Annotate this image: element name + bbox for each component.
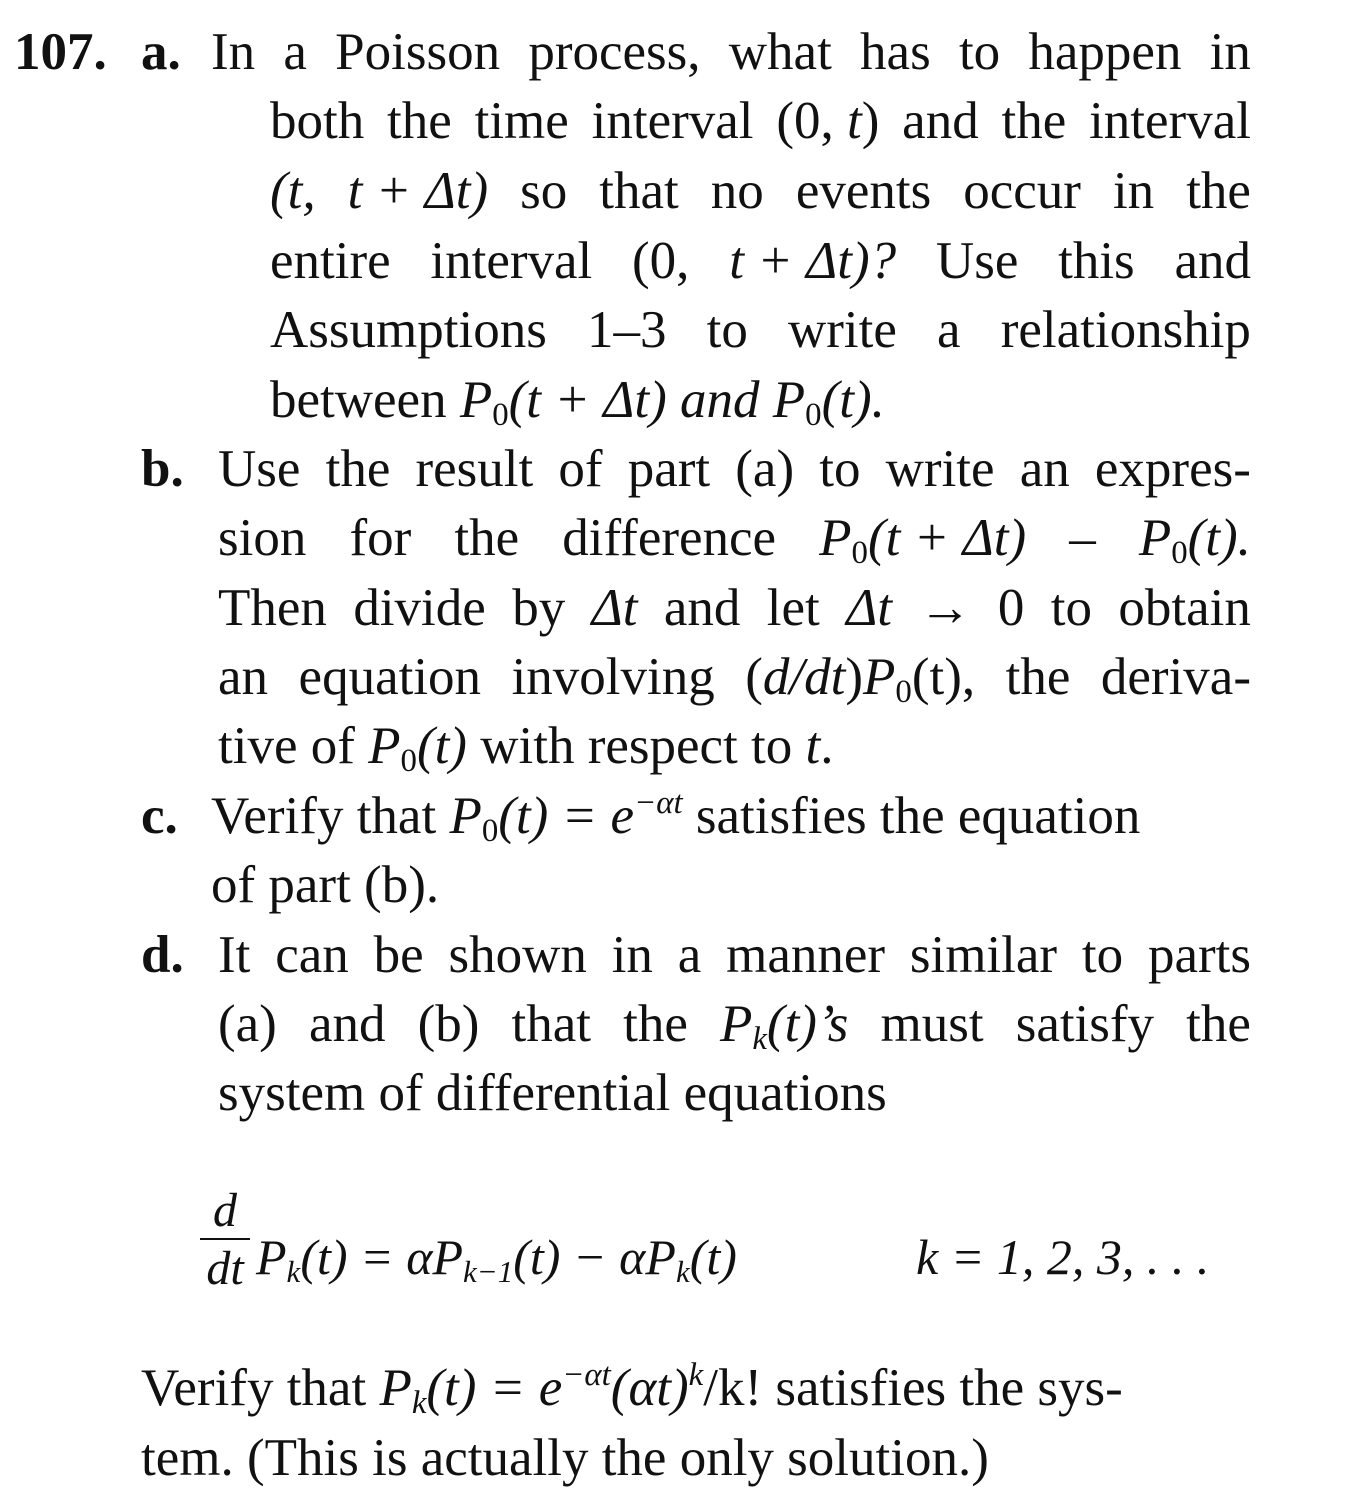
part-b-line-3: Then divide by Δt and let Δt → 0 to obtain bbox=[218, 579, 1251, 637]
part-a-line-4: entire interval (0, t + Δt)? Use this and bbox=[270, 232, 1251, 290]
part-d-line-2: (a) and (b) that the Pk(t)’s must satisfy the bbox=[218, 995, 1251, 1058]
derivative-fraction bbox=[200, 1186, 250, 1294]
part-a-label: a. bbox=[141, 23, 181, 81]
part-b-label: b. bbox=[141, 440, 184, 498]
part-a-line-5: Assumptions 1–3 to write a relationship bbox=[270, 301, 1251, 359]
fraction-numerator: d bbox=[213, 1184, 237, 1237]
part-d-line-3: system of differential equations bbox=[218, 1064, 887, 1122]
part-a-line-3: (t, t + Δt) so that no events occur in the bbox=[270, 162, 1251, 220]
part-b-line-2: sion for the difference P0(t + Δt) – P0(t). bbox=[218, 509, 1251, 572]
part-b-line-4: an equation involving (d/dt)P0(t), the deriva- bbox=[218, 648, 1251, 711]
part-c-line-1: Verify that $P0(t) = e^{-\alpha t}$ satisfies the equation bbox=[211, 784, 1141, 850]
part-c-label: c. bbox=[141, 787, 178, 845]
part-c-line-2: of part (b). bbox=[211, 856, 440, 914]
part-a-line-6: between P0(t + Δt) and P0(t). bbox=[270, 371, 885, 434]
fraction-bar bbox=[200, 1238, 250, 1240]
part-a-line-2: both the time interval (0, t) and the interval bbox=[270, 92, 1251, 150]
part-b-line-1: Use the result of part (a) to write an expres- bbox=[218, 440, 1251, 498]
equation-index-range: k = 1, 2, 3, . . . bbox=[916, 1229, 1210, 1285]
differential-equation: Pk(t) = αPk−1(t) − αPk(t) bbox=[256, 1229, 737, 1289]
fraction-denominator: dt bbox=[206, 1242, 244, 1295]
verify-line-2: tem. (This is actually the only solution.) bbox=[141, 1429, 989, 1487]
part-d-line-1: It can be shown in a manner similar to parts bbox=[218, 926, 1251, 984]
part-d-label: d. bbox=[141, 926, 184, 984]
problem-number: 107. bbox=[14, 23, 107, 81]
verify-line-1: Verify that $Pk(t) = e^{-\alpha t}(\alpha t)^k/k$! satisfies the sys- bbox=[141, 1356, 1123, 1422]
part-a-line-1: In a Poisson process, what has to happen in bbox=[211, 23, 1251, 81]
part-b-line-5: tive of P0(t) with respect to t. bbox=[218, 717, 834, 780]
